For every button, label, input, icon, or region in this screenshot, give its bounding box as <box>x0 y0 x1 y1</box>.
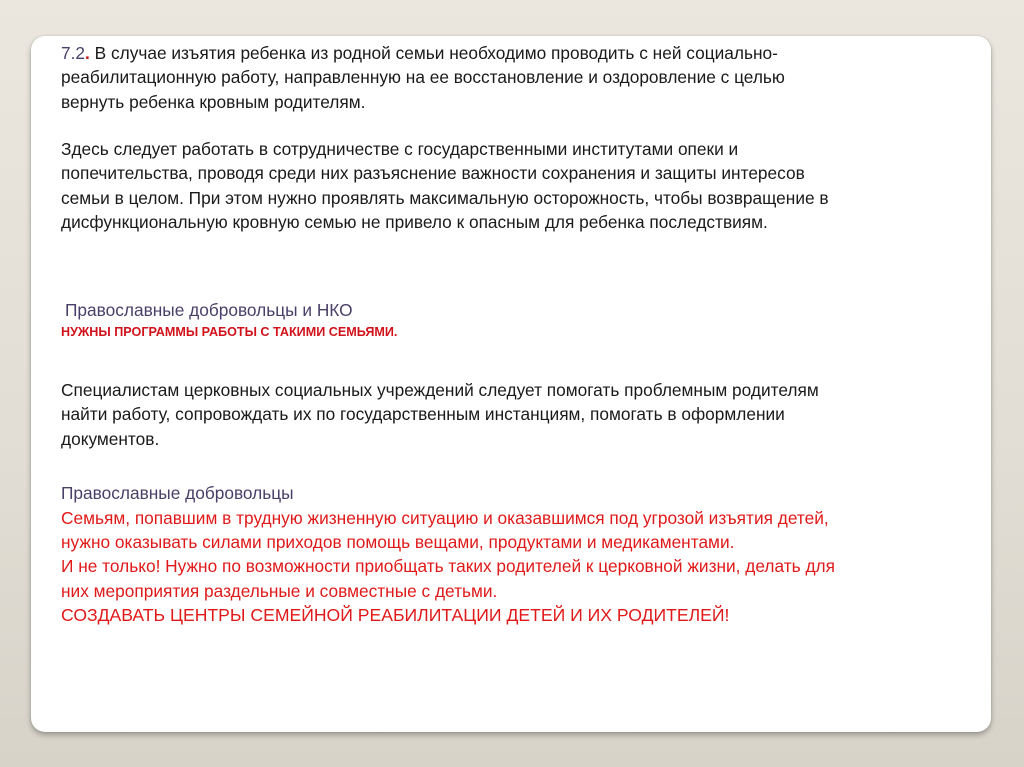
section-number: 7.2 <box>61 43 86 63</box>
red-line-church-life: И не только! Нужно по возможности приобщать таких родителей к церковной жизни, делать для них мероприятия раздельные и совместные с детьми. <box>61 556 835 601</box>
red-line-help: Семьям, попавшим в трудную жизненную ситуацию и оказавшимся под угрозой изъятия детей, нужно оказывать силами приходов помощь вещами, продуктами и медикаментами. <box>61 508 829 553</box>
heading-volunteers-nko: Православные добровольцы и НКО <box>65 300 353 320</box>
heading-programs-needed: НУЖНЫ ПРОГРАММЫ РАБОТЫ С ТАКИМИ СЕМЬЯМИ. <box>61 325 398 339</box>
section-number-dot: . <box>85 43 90 63</box>
paragraph-cooperation: Здесь следует работать в сотрудничестве с государственными институтами опеки и попечительства, проводя среди них разъяснение важности сохранения и защиты интересов семьи в целом. При этом нужно проявлять максимальную осторожность, чтобы возвращение в дисфункциональную кровную семью не привело к опасным для ребенка последствиям. <box>61 139 829 233</box>
paragraph-7-2-text: В случае изъятия ребенка из родной семьи необходимо проводить с ней социально-реабилитационную работу, направленную на ее восстановление и оздоровление с целью вернуть ребенка кровным родителям. <box>61 43 785 112</box>
paragraph-7-2 <box>61 41 841 114</box>
red-text-block <box>61 506 851 627</box>
heading-volunteers: Православные добровольцы <box>61 483 294 503</box>
red-line-create-centers: СОЗДАВАТЬ ЦЕНТРЫ СЕМЕЙНОЙ РЕАБИЛИТАЦИИ ДЕТЕЙ И ИХ РОДИТЕЛЕЙ! <box>61 604 730 625</box>
paragraph-specialists: Специалистам церковных социальных учреждений следует помогать проблемным родителям найти работу, сопровождать их по государственным инстанциям, помогать в оформлении документов. <box>61 380 819 449</box>
